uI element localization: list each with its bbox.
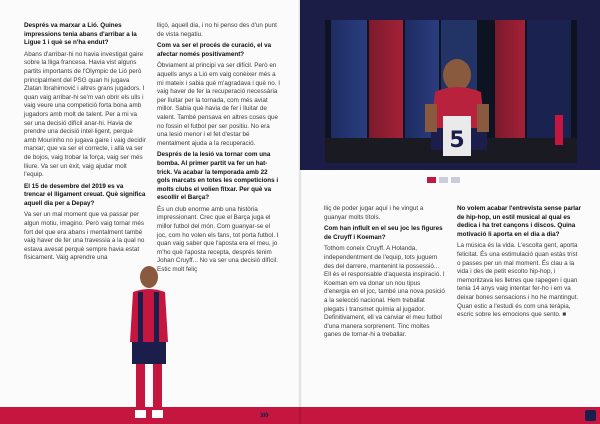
- page-badge: [585, 410, 596, 421]
- player-photo: [325, 20, 577, 163]
- player-cutout: [128, 262, 170, 424]
- interview-question: Com va ser el procés de curació, el va afectar només positivament?: [157, 42, 272, 58]
- book-gutter: [298, 0, 302, 424]
- interview-question: El 15 de desembre del 2019 es va trencar el lligament creuat. Què significa aquell dia per a Depay?: [24, 182, 146, 207]
- interview-answer: És un club enorme amb una història impressionant. Crec que el Barça juga el millor futbol del món. Com guanyar-se el joc, com ho volen els fans, tot porta futbol. I quan vaig saber que l'aposta era el meu, jo m'ho què l'aposta recepta, després tenim Johan Cruyff... No va ser una decisió difícil. Estic molt feliç: [157, 205, 279, 274]
- interview-answer: lliç de poder jugar aquí i he vingut a guanyar molts títols.: [324, 205, 424, 221]
- interview-answer: La música és la vida. L'escolta gent, aporta felicitat. És una estimulació quan estàs trist o passes per un mal moment. És clau a la vida i des de petit escolto hip-hop, i memoritzava les lletres que rapegen i quan tenia 14 anys vaig intentar fer-ho i em va deixar bones sensacions i ho he mantingut. Quan estic a l'estudi és com una teràpia, escric sobre les emocions que sento. ■: [457, 242, 579, 319]
- dot: [427, 177, 436, 183]
- left-column-2: [157, 22, 281, 278]
- interview-answer: Òbviament al principi va ser difícil. Però en aquells anys a Lió em vaig conèixer més a mi mateix i sabia què m'agradava i què no. I vaig haver de fer la recuperació necessària per lluitar per la tornada, com més aviat millor. Sabia què havia de fer i lluitar de valent. També pensava en altres coses que no fossin el futbol per ser positiu. No era una lesió menor i el fet d'estar bé mentalment ajuda a la recuperació.: [157, 62, 281, 147]
- photo-illustration: [325, 20, 577, 163]
- interview-question: Com han influït en el seu joc les figures de Cruyff i Koeman?: [324, 225, 443, 241]
- dot: [451, 177, 460, 183]
- left-column-1: [24, 22, 146, 266]
- right-column-1: [324, 205, 446, 343]
- interview-question: Després de la lesió va tornar com una bomba. Al primer partit va fer un hat-trick. Va acabar la temporada amb 22 gols marcats en totes les competicions i molts clubs el volien fitxar. Per què va escollir el Barça?: [157, 151, 279, 202]
- chevrons-icon: ›››: [260, 409, 268, 421]
- right-page: [300, 0, 600, 424]
- interview-answer: Abans d'arribar-hi no havia investigat gaire sobre la lliga francesa. Havia vist alguns partits importants de l'Olympic de Lió però principalment del PSG quan hi jugava Zlatan Ibrahimović i altres grans jugadors. I quan vaig arribar-hi se'm van obrir els ulls i vaig veure una competició forta bona amb jugadors amb molt de talent. Per a mi va ser una decisió difícil anar-hi. Havia de prendre una decisió intel·ligent, perquè amb Mourinho no jugava gaire i vaig decidir marxar; que va ser el correcte, i allà va ser de bojos, vaig trobar la força, vaig ser més lliure. Va ser un èxit, vaig ajudar molt l'equip.: [24, 50, 146, 179]
- interview-answer: Tothom coneix Cruyff. A Holanda, independentment de l'equip, tots juguem des del darrere, mantenint la possessió... Ell és el responsable d'aquesta inspiració. I Koeman em va donar un nou tipus d'energia en el joc, també una nova posició a la selecció nacional. Hem treballat plegats i transmet químia al jugador. Definitivament, ell va canviar el meu futbol d'una manera sorprenent. Tinc moltes ganes de tornar-hi a treballar.: [324, 245, 445, 339]
- interview-question: No volem acabar l'entrevista sense parlar de hip-hop, un estil musical al qual es dedica i ha tret cançons i discos. Quina motivació li aporta en el dia a dia?: [457, 205, 581, 238]
- interview-answer: Va ser un mal moment que va passar per algun motiu, imagino. Però vaig tornar més fort del que era abans i mentalment també vaig haver de fer una travessia a la qual no estava avesat perquè sempre havia estat físicament. Vaig aprendre una: [24, 211, 145, 262]
- footer-bar-right: [300, 407, 600, 424]
- dot: [439, 177, 448, 183]
- photo-pagination: [427, 177, 460, 183]
- interview-answer: lliçó, aquell dia, i no hi penso des d'un punt de vista negatiu.: [157, 22, 277, 38]
- jersey-number: 5: [449, 128, 465, 153]
- interview-question: Després va marxar a Lió. Quines impressions tenia abans d'arribar a la Ligue 1 i què se n'ha endut?: [24, 22, 137, 47]
- right-column-2: [457, 205, 581, 323]
